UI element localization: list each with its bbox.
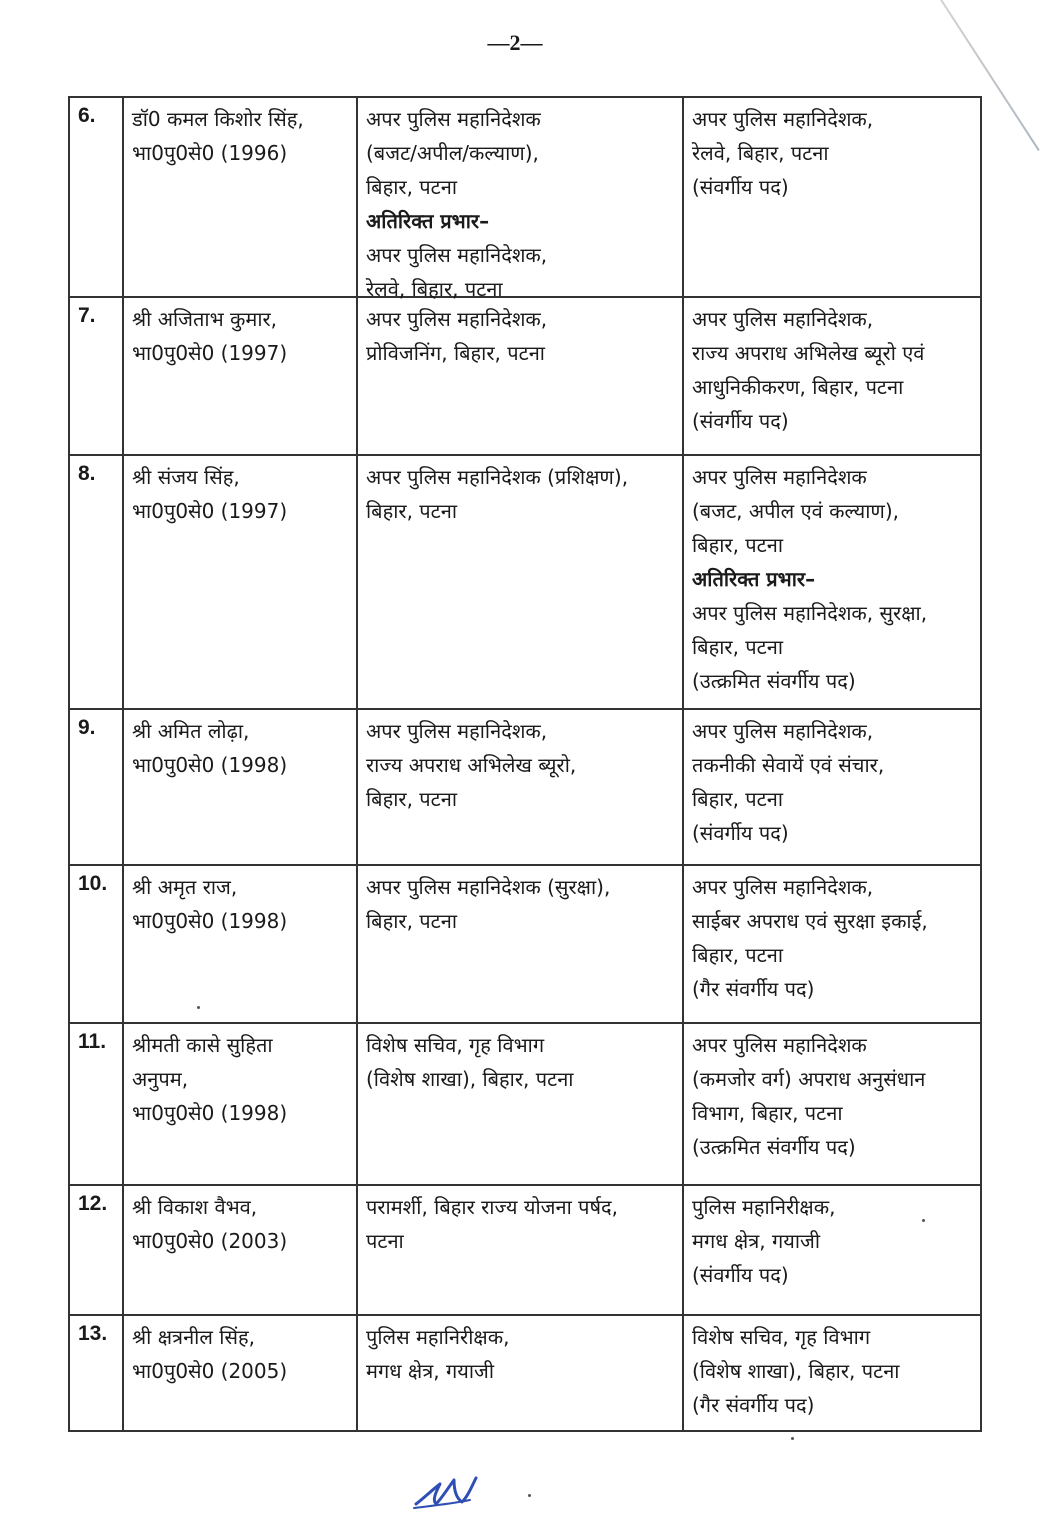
officer-service-batch: भा0पु0से0 (1996) [132,141,288,165]
new-post-cell [684,298,982,454]
current-post-line: बिहार, पटना [366,175,458,199]
new-post-cell [684,456,982,708]
officer-name: श्री विकाश वैभव, [132,1195,258,1219]
current-post-cell [358,866,684,1022]
officer-name: डॉ0 कमल किशोर सिंह, [132,107,304,131]
table-row [70,1024,982,1186]
officer-service-batch: भा0पु0से0 (2003) [132,1229,288,1253]
new-post-line: अपर पुलिस महानिदेशक [692,1033,867,1057]
new-post-line: (कमजोर वर्ग) अपराध अनुसंधान [692,1067,926,1091]
current-post-line: बिहार, पटना [366,909,458,933]
table-row [70,456,982,710]
officer-service-batch: भा0पु0से0 (1998) [132,909,288,933]
officer-service-batch: भा0पु0से0 (1997) [132,499,288,523]
table-row [70,1186,982,1316]
table-row [70,866,982,1024]
scan-speck [791,1437,794,1440]
new-post-line: बिहार, पटना [692,533,784,557]
current-post-line: राज्य अपराध अभिलेख ब्यूरो, [366,753,577,777]
new-post-line: अपर पुलिस महानिदेशक, [692,307,874,331]
current-post-cell [358,1024,684,1184]
scan-speck [197,1006,200,1009]
current-post-cell [358,710,684,864]
new-post-line: (संवर्गीय पद) [692,409,789,433]
new-post-line: मगध क्षेत्र, गयाजी [692,1229,821,1253]
new-post-line: बिहार, पटना [692,943,784,967]
new-post-line: रेलवे, बिहार, पटना [692,141,829,165]
current-post-line: प्रोविजनिंग, बिहार, पटना [366,341,545,365]
new-post-line: साईबर अपराध एवं सुरक्षा इकाई, [692,909,928,933]
officer-name-cell [124,298,358,454]
serial-number: 6. [70,98,124,296]
officer-name: श्री संजय सिंह, [132,465,240,489]
officer-name: श्री अमृत राज, [132,875,238,899]
new-post-line: राज्य अपराध अभिलेख ब्यूरो एवं [692,341,925,365]
table-row [70,298,982,456]
current-post-line: (बजट/अपील/कल्याण), [366,141,539,165]
current-post-line: विशेष सचिव, गृह विभाग [366,1033,545,1057]
current-post-line: मगध क्षेत्र, गयाजी [366,1359,495,1383]
table-row [70,98,982,301]
current-post-cell [358,98,684,301]
current-post-line: पटना [366,1229,404,1253]
additional-charge-line: बिहार, पटना [692,635,784,659]
new-post-line: अपर पुलिस महानिदेशक, [692,875,874,899]
officer-name: श्री क्षत्रनील सिंह, [132,1325,255,1349]
serial-number: 9. [70,710,124,864]
officer-name: श्रीमती कासे सुहिता [132,1033,273,1057]
current-post-cell [358,1186,684,1314]
officer-name-cell [124,866,358,1022]
new-post-line: (विशेष शाखा), बिहार, पटना [692,1359,900,1383]
serial-number: 8. [70,456,124,708]
serial-number: 10. [70,866,124,1022]
new-post-line: विशेष सचिव, गृह विभाग [692,1325,871,1349]
officer-name-cell [124,1186,358,1314]
new-post-cell [684,1316,982,1430]
current-post-cell [358,456,684,708]
new-post-line: अपर पुलिस महानिदेशक [692,465,867,489]
new-post-line: अपर पुलिस महानिदेशक, [692,107,874,131]
signature-mark [410,1468,480,1512]
new-post-line: पुलिस महानिरीक्षक, [692,1195,836,1219]
officer-service-batch: भा0पु0से0 (1998) [132,753,288,777]
current-post-line: अपर पुलिस महानिदेशक (सुरक्षा), [366,875,611,899]
table-row [70,1316,982,1432]
additional-charge-line: रेलवे, बिहार, पटना [366,277,503,301]
additional-charge-line: अपर पुलिस महानिदेशक, [366,243,548,267]
officer-name-cell [124,456,358,708]
new-post-line: तकनीकी सेवायें एवं संचार, [692,753,885,777]
officer-name: श्री अमित लोढ़ा, [132,719,250,743]
current-post-line: (विशेष शाखा), बिहार, पटना [366,1067,574,1091]
serial-number: 12. [70,1186,124,1314]
scan-speck [528,1494,531,1497]
additional-charge-label: अतिरिक्त प्रभार– [692,567,816,591]
additional-charge-label: अतिरिक्त प्रभार– [366,209,490,233]
new-post-line: अपर पुलिस महानिदेशक, [692,719,874,743]
scan-speck [922,1219,925,1222]
officer-name-cell [124,98,358,296]
new-post-line: (गैर संवर्गीय पद) [692,977,815,1001]
new-post-cell [684,1186,982,1314]
officer-name-cell [124,1024,358,1184]
current-post-line: पुलिस महानिरीक्षक, [366,1325,510,1349]
officer-name-cell [124,710,358,864]
officer-service-batch: भा0पु0से0 (2005) [132,1359,288,1383]
new-post-line: (संवर्गीय पद) [692,175,789,199]
table-row [70,710,982,866]
serial-number: 7. [70,298,124,454]
officer-name-cell [124,1316,358,1430]
current-post-line: अपर पुलिस महानिदेशक [366,107,541,131]
new-post-cell [684,866,982,1022]
new-post-line: (उत्क्रमित संवर्गीय पद) [692,1135,856,1159]
current-post-line: बिहार, पटना [366,787,458,811]
new-post-line: (बजट, अपील एवं कल्याण), [692,499,900,523]
current-post-line: अपर पुलिस महानिदेशक, [366,719,548,743]
new-post-line: आधुनिकीकरण, बिहार, पटना [692,375,904,399]
new-post-line: विभाग, बिहार, पटना [692,1101,843,1125]
additional-charge-line: (उत्क्रमित संवर्गीय पद) [692,669,856,693]
current-post-cell [358,298,684,454]
new-post-cell [684,1024,982,1184]
new-post-line: (संवर्गीय पद) [692,821,789,845]
serial-number: 11. [70,1024,124,1184]
page-number: —2— [487,30,543,55]
new-post-line: (गैर संवर्गीय पद) [692,1393,815,1417]
current-post-line: अपर पुलिस महानिदेशक (प्रशिक्षण), [366,465,629,489]
officer-name: श्री अजिताभ कुमार, [132,307,278,331]
officer-service-batch: भा0पु0से0 (1997) [132,341,288,365]
current-post-cell [358,1316,684,1430]
serial-number: 13. [70,1316,124,1430]
transfer-table [68,96,982,1432]
current-post-line: बिहार, पटना [366,499,458,523]
new-post-cell [684,710,982,864]
officer-service-batch: भा0पु0से0 (1998) [132,1101,288,1125]
current-post-line: परामर्शी, बिहार राज्य योजना पर्षद, [366,1195,619,1219]
new-post-line: बिहार, पटना [692,787,784,811]
current-post-line: अपर पुलिस महानिदेशक, [366,307,548,331]
officer-name: अनुपम, [132,1067,189,1091]
additional-charge-line: अपर पुलिस महानिदेशक, सुरक्षा, [692,601,928,625]
new-post-line: (संवर्गीय पद) [692,1263,789,1287]
new-post-cell [684,98,982,296]
